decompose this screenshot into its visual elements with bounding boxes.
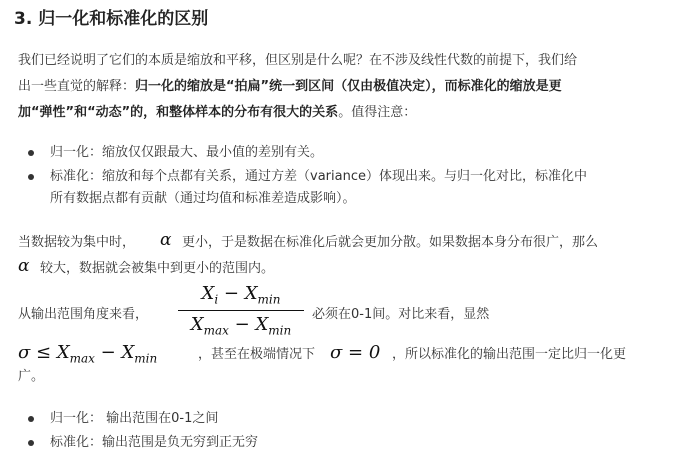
para3-line2-c: ，所以标准化的输出范围一定比归一化更	[392, 347, 627, 362]
para1-line3-plain: 。值得注意：	[338, 105, 417, 120]
list2-item2: 标准化：输出范围是负无穷到正无穷	[50, 435, 259, 450]
list1-item1: 归一化：缩放仅仅跟最大、最小值的差别有关。	[50, 145, 324, 160]
para1-line2-plain: 出一些直觉的解释：	[18, 79, 136, 94]
bullet-icon	[28, 150, 34, 156]
para1-line3-bold: 加“弹性”和“动态”的，和整体样本的分布有很大的关系	[18, 105, 339, 120]
para1-line2-bold: 归一化的缩放是“拍扁”统一到区间（仅由极值决定），而标准化的缩放是更	[135, 79, 562, 94]
para3-line2-b: ，甚至在极端情况下	[198, 347, 316, 362]
list1-item2-line1: 标准化：缩放和每个点都有关系，通过方差（variance）体现出来。与归一化对比，标准化中	[50, 169, 587, 184]
sigma-equals-zero: σ = 0	[330, 342, 381, 363]
fraction-denominator: $X_{max} - X_{min}$	[190, 313, 292, 338]
para1-line3	[18, 104, 416, 122]
bullet-icon	[28, 440, 34, 446]
para3-line3: 广。	[18, 369, 45, 384]
para1-line2	[18, 78, 562, 96]
sigma-inequality: $\sigma \le X_{max} - X_{min}$	[18, 342, 158, 366]
para2-line2: 较大，数据就会被集中到更小的范围内。	[40, 261, 275, 276]
fraction-bar	[178, 310, 304, 311]
alpha-symbol-2: α	[18, 256, 30, 276]
para3-line1-b: 必须在0-1间。对比来看，显然	[312, 307, 490, 322]
normalization-fraction	[176, 283, 306, 337]
fraction-numerator: $X_i - X_{min}$	[201, 283, 281, 307]
list1-item2-line2: 所有数据点都有贡献（通过均值和标准差造成影响）。	[50, 191, 356, 206]
para1-line1: 我们已经说明了它们的本质是缩放和平移，但区别是什么呢？在不涉及线性代数的前提下，我们给	[18, 53, 578, 68]
list2-item1: 归一化： 输出范围在0-1之间	[50, 411, 219, 426]
section-heading: 3. 归一化和标准化的区别	[14, 9, 209, 29]
para2-line1-a: 当数据较为集中时，	[18, 235, 136, 250]
para2-line1-b: 更小，于是数据在标准化后就会更加分散。如果数据本身分布很广，那么	[182, 235, 599, 250]
para3-line1-a: 从输出范围角度来看，	[18, 307, 149, 322]
bullet-icon	[28, 416, 34, 422]
alpha-symbol: α	[160, 230, 172, 250]
bullet-icon	[28, 174, 34, 180]
